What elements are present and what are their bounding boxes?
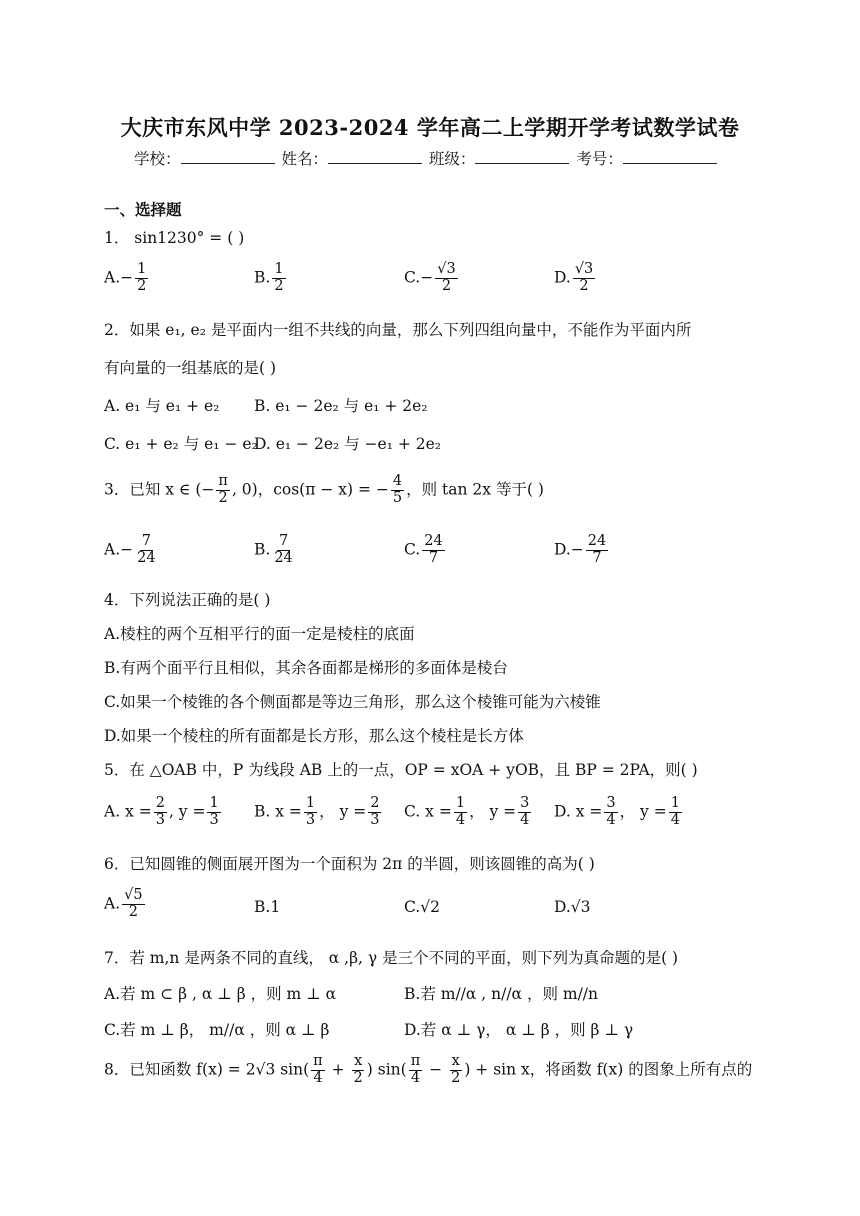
q4-option-d: D.如果一个棱柱的所有面都是长方形，那么这个棱柱是长方体 — [104, 727, 524, 745]
q7-option-d: D.若 α ⊥ γ， α ⊥ β ，则 β ⊥ γ — [404, 1021, 634, 1039]
question-3-stem: 3．已知 x ∈ (− $\frac{\pi}{2}$ , 0)，cos(π − x) = − $\frac{4}{5}$ ，则 tan 2x 等于( ) — [104, 473, 544, 506]
question-1-stem: 1． sin1230° = ( ) — [104, 229, 245, 247]
q4-option-b: B.有两个面平行且相似，其余各面都是梯形的多面体是棱台 — [104, 659, 508, 677]
question-6-stem: 6．已知圆锥的侧面展开图为一个面积为 2π 的半圆，则该圆锥的高为( ) — [104, 855, 595, 873]
student-info-row — [134, 147, 719, 169]
name-blank — [328, 149, 422, 164]
name-label: 姓名： — [281, 150, 328, 168]
q6-option-d: D.√3 — [554, 898, 591, 916]
q3-option-a: A.− $\frac{7}{24}$ — [104, 533, 156, 566]
page-title: 大庆市东风中学 2023-2024 学年高二上学期开学考试数学试卷 — [120, 115, 740, 140]
question-5-stem: 5．在 △OAB 中，P 为线段 AB 上的一点，OP = xOA + yOB，且 BP = 2PA，则( ) — [104, 761, 698, 779]
number-blank — [623, 149, 717, 164]
q6-option-c: C.√2 — [404, 898, 440, 916]
q3-option-c: C. $\frac{24}{7}$ — [404, 533, 443, 566]
q1-option-a: A.− $\frac{1}{2}$ — [104, 261, 147, 294]
q7-option-b: B.若 m//α , n//α ，则 m//n — [404, 985, 599, 1003]
q5-option-c: C. x = $\frac{1}{4}$ ， y = $\frac{3}{4}$ — [404, 795, 530, 828]
q3-option-d: D.− $\frac{24}{7}$ — [554, 533, 607, 566]
section-heading: 一、选择题 — [104, 200, 182, 219]
q5-option-b: B. x = $\frac{1}{3}$ ， y = $\frac{2}{3}$ — [254, 795, 380, 828]
q7-option-a: A.若 m ⊂ β , α ⊥ β ，则 m ⊥ α — [104, 985, 337, 1003]
q2-option-b: B. e₁ − 2e₂ 与 e₁ + 2e₂ — [254, 397, 428, 415]
number-label: 考号： — [576, 150, 623, 168]
class-label: 班级： — [428, 150, 476, 168]
question-4-stem: 4．下列说法正确的是( ) — [104, 591, 271, 609]
q2-option-a: A. e₁ 与 e₁ + e₂ — [104, 397, 220, 415]
q4-option-a: A.棱柱的两个互相平行的面一定是棱柱的底面 — [104, 625, 415, 643]
q7-option-c: C.若 m ⊥ β， m//α ，则 α ⊥ β — [104, 1021, 330, 1039]
q3-option-b: B. $\frac{7}{24}$ — [254, 533, 293, 566]
q6-option-b: B.1 — [254, 898, 281, 916]
q4-option-c: C.如果一个棱锥的各个侧面都是等边三角形，那么这个棱锥可能为六棱锥 — [104, 693, 601, 711]
school-blank — [181, 149, 275, 164]
question-7-stem: 7．若 m,n 是两条不同的直线， α ,β, γ 是三个不同的平面，则下列为真命题的是( ) — [104, 949, 679, 967]
q5-option-d: D. x = $\frac{3}{4}$ ， y = $\frac{1}{4}$ — [554, 795, 680, 828]
school-label: 学校： — [134, 150, 181, 168]
question-2-stem-line1: 2．如果 e₁, e₂ 是平面内一组不共线的向量，那么下列四组向量中，不能作为平面内所 — [104, 321, 692, 339]
q6-option-a: A. $\frac{√5}{2}$ — [104, 887, 143, 920]
q1-option-c: C.− $\frac{√3}{2}$ — [404, 261, 456, 294]
q1-option-d: D. $\frac{√3}{2}$ — [554, 261, 594, 294]
q5-option-a: A. x = $\frac{2}{3}$ , y = $\frac{1}{3}$ — [104, 795, 219, 828]
question-2-stem-line2: 有向量的一组基底的是( ) — [104, 359, 277, 377]
class-blank — [475, 149, 569, 164]
q2-option-d: D. e₁ − 2e₂ 与 −e₁ + 2e₂ — [254, 435, 442, 453]
q1-option-b: B. $\frac{1}{2}$ — [254, 261, 284, 294]
question-8-stem: 8．已知函数 f(x) = 2√3 sin( $\frac{\pi}{4}$ + $\frac{x}{2}$ ) sin( $\frac{\pi}{4}$ − $\frac{x}{2}$ ) + sin x，将函数 f(x) 的图象上所有点的 — [104, 1053, 753, 1086]
q2-option-c: C. e₁ + e₂ 与 e₁ − e₂ — [104, 435, 258, 453]
